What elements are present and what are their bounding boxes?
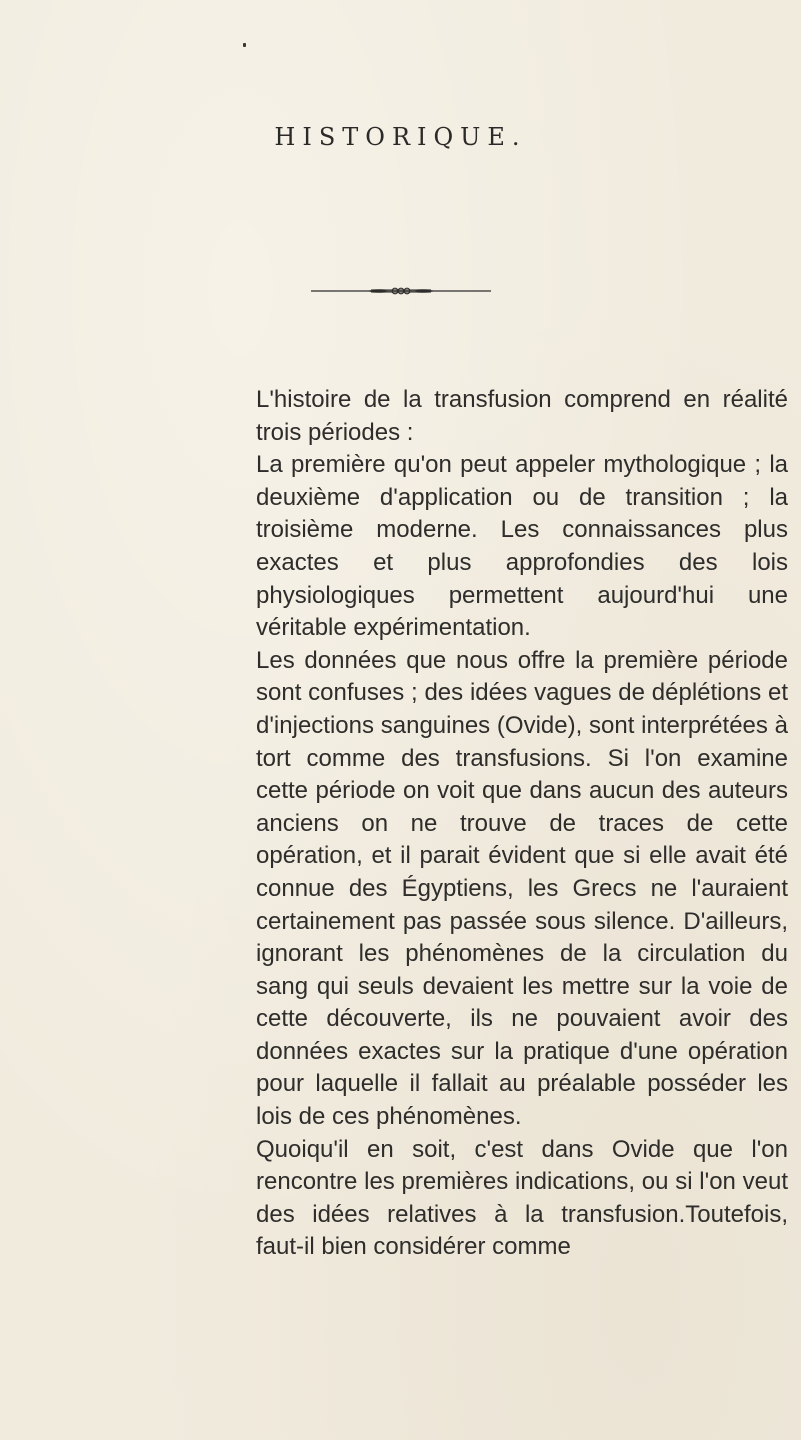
paragraph: L'histoire de la transfusion comprend en réalité trois périodes : — [256, 386, 788, 446]
chapter-heading: HISTORIQUE. — [274, 123, 527, 151]
paragraph: Quoiqu'il en soit, c'est dans Ovide que l'on rencontre les premières indications, ou si l'on veut des idées relatives à la transfusion.Toutefois, faut-il bien considérer comme — [256, 1135, 788, 1261]
paragraph: La première qu'on peut appeler mythologique ; la deuxième d'application ou de transition ; la troisième moderne. Les connaissances plus exactes et plus approfondies des lois physiologiques permettent aujourd'hui une véritable expérimentation. — [256, 451, 788, 642]
ornamental-divider — [311, 286, 491, 296]
paragraph: Les données que nous offre la première période sont confuses ; des idées vagues de déplétions et d'injections sanguines (Ovide), sont interprétées à tort comme des transfusions. Si l'on examine cette période on voit que dans aucun des auteurs anciens on ne trouve de traces de cette opération, et il parait évident que si elle avait été connue des Égyptiens, les Grecs ne l'auraient certainement pas passée sous silence. D'ailleurs, ignorant les phénomènes de la circulation du sang qui seuls devaient les mettre sur la voie de cette découverte, ils ne pouvaient avoir des données exactes sur la pratique d'une opération pour laquelle il fallait au préalable posséder les lois de ces phénomènes. — [256, 646, 788, 1131]
body-text — [256, 384, 788, 1264]
ink-speck — [243, 43, 246, 47]
